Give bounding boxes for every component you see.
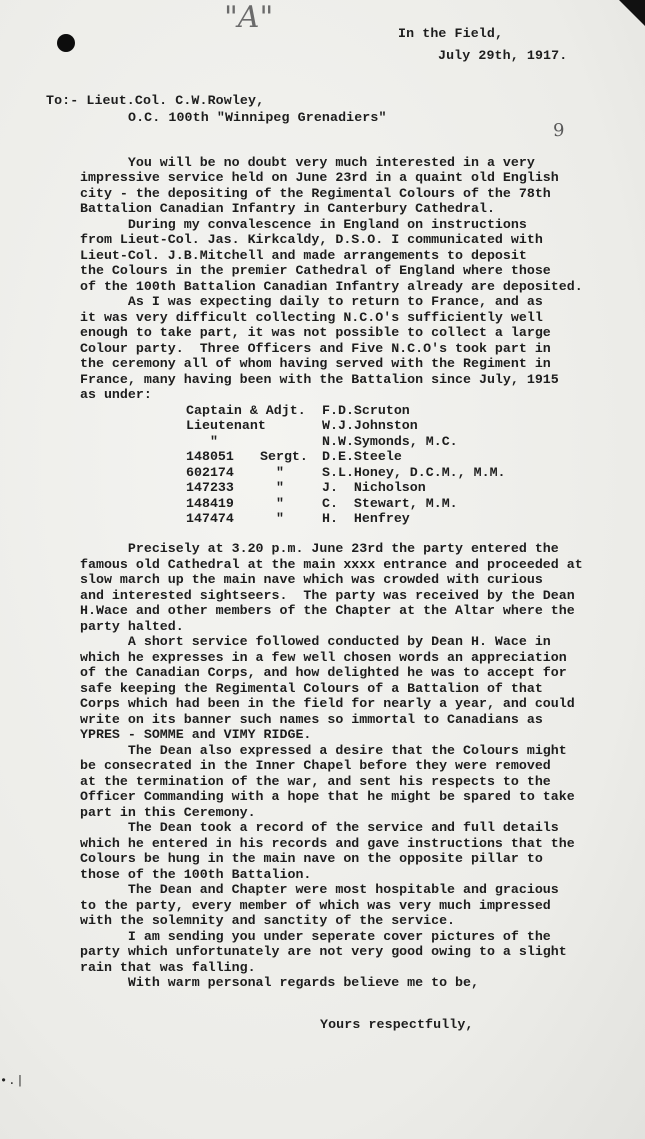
paragraph-5-line: of the Canadian Corps, and how delighted he was to accept for <box>80 665 567 680</box>
paragraph-4-line: and interested sightseers. The party was received by the Dean <box>80 588 575 603</box>
roster-name: D.E.Steele <box>322 449 402 464</box>
paragraph-1-line: Battalion Canadian Infantry in Canterbury Cathedral. <box>80 201 495 216</box>
paragraph-10-line: With warm personal regards believe me to be, <box>80 975 479 990</box>
paragraph-8-line: with the solemnity and sanctity of the service. <box>80 913 456 928</box>
roster-name: C. Stewart, M.M. <box>322 496 458 511</box>
roster-name: S.L.Honey, D.C.M., M.M. <box>322 465 506 480</box>
paragraph-6-line: The Dean also expressed a desire that the Colours might <box>80 743 567 758</box>
paragraph-2-line: of the 100th Battalion Canadian Infantry already are deposited. <box>80 279 583 294</box>
margin-marks: •.| <box>0 1074 25 1088</box>
paragraph-5-line: Corps which had been in the field for nearly a year, and could <box>80 696 575 711</box>
paragraph-5-line: YPRES - SOMME and VIMY RIDGE. <box>80 727 312 742</box>
paragraph-5-line: A short service followed conducted by Dean H. Wace in <box>80 634 551 649</box>
roster-title: Sergt. <box>260 449 308 464</box>
roster-row <box>0 403 645 418</box>
handwritten-mark: "A" <box>224 0 274 35</box>
paragraph-4-line: famous old Cathedral at the main xxxx entrance and proceeded at <box>80 557 583 572</box>
paragraph-3-line: France, many having been with the Battalion since July, 1915 <box>80 372 559 387</box>
roster-row <box>0 511 645 526</box>
paragraph-4-line: Precisely at 3.20 p.m. June 23rd the party entered the <box>80 541 559 556</box>
paragraph-1-line: You will be no doubt very much interested in a very <box>80 155 535 170</box>
paragraph-9-line: I am sending you under seperate cover pictures of the <box>80 929 551 944</box>
roster-rank: Lieutenant <box>186 418 266 433</box>
paragraph-2-line: the Colours in the premier Cathedral of England where those <box>80 263 551 278</box>
corner-fold <box>619 0 645 26</box>
paragraph-5-line: safe keeping the Regimental Colours of a Battalion of that <box>80 681 543 696</box>
page-number: 9 <box>553 120 565 141</box>
roster-number: 147233 <box>186 480 234 495</box>
closing-line: Yours respectfully, <box>320 1017 474 1032</box>
paragraph-4-line: party halted. <box>80 619 184 634</box>
roster-name: N.W.Symonds, M.C. <box>322 434 458 449</box>
roster-number: 602174 <box>186 465 234 480</box>
paragraph-8-line: to the party, every member of which was very much impressed <box>80 898 551 913</box>
roster-name: W.J.Johnston <box>322 418 418 433</box>
paragraph-1-line: impressive service held on June 23rd in a quaint old English <box>80 170 559 185</box>
place-line: In the Field, <box>398 26 504 41</box>
roster-row <box>0 418 645 433</box>
roster-row <box>0 434 645 449</box>
roster-title: " <box>260 511 284 526</box>
roster-row <box>0 465 645 480</box>
paragraph-6-line: be consecrated in the Inner Chapel before they were removed <box>80 758 551 773</box>
paragraph-4-line: H.Wace and other members of the Chapter at the Altar where the <box>80 603 575 618</box>
paragraph-5-line: which he expresses in a few well chosen words an appreciation <box>80 650 567 665</box>
paragraph-2-line: Lieut-Col. J.B.Mitchell and made arrangements to deposit <box>80 248 527 263</box>
address-line-2: O.C. 100th "Winnipeg Grenadiers" <box>128 110 387 125</box>
paragraph-3-line: as under: <box>80 387 152 402</box>
roster-number: 148051 <box>186 449 234 464</box>
date-line: July 29th, 1917. <box>438 48 568 63</box>
paragraph-7-line: which he entered in his records and gave instructions that the <box>80 836 575 851</box>
address-line-1: To:- Lieut.Col. C.W.Rowley, <box>46 93 265 108</box>
roster-rank: " <box>186 434 218 449</box>
roster-name: J. Nicholson <box>322 480 426 495</box>
punch-hole <box>57 34 75 52</box>
paragraph-6-line: at the termination of the war, and sent his respects to the <box>80 774 551 789</box>
roster-row <box>0 480 645 495</box>
paragraph-3-line: As I was expecting daily to return to France, and as <box>80 294 543 309</box>
paragraph-7-line: The Dean took a record of the service and full details <box>80 820 559 835</box>
roster-number: 148419 <box>186 496 234 511</box>
roster-row <box>0 449 645 464</box>
paragraph-1-line: city - the depositing of the Regimental Colours of the 78th <box>80 186 551 201</box>
paragraph-7-line: Colours be hung in the main nave on the opposite pillar to <box>80 851 543 866</box>
paragraph-8-line: The Dean and Chapter were most hospitable and gracious <box>80 882 559 897</box>
paragraph-7-line: those of the 100th Battalion. <box>80 867 312 882</box>
roster-title: " <box>260 496 284 511</box>
paragraph-2-line: from Lieut-Col. Jas. Kirkcaldy, D.S.O. I communicated with <box>80 232 543 247</box>
paragraph-3-line: enough to take part, it was not possible to collect a large <box>80 325 551 340</box>
paragraph-3-line: Colour party. Three Officers and Five N.C.O's took part in <box>80 341 551 356</box>
paragraph-4-line: slow march up the main nave which was crowded with curious <box>80 572 543 587</box>
paragraph-3-line: it was very difficult collecting N.C.O's sufficiently well <box>80 310 543 325</box>
roster-rank: Captain & Adjt. <box>186 403 306 418</box>
roster-row <box>0 496 645 511</box>
roster-title: " <box>260 480 284 495</box>
roster-number: 147474 <box>186 511 234 526</box>
paragraph-2-line: During my convalescence in England on instructions <box>80 217 527 232</box>
roster-name: F.D.Scruton <box>322 403 410 418</box>
paragraph-6-line: Officer Commanding with a hope that he might be spared to take <box>80 789 575 804</box>
paragraph-9-line: party which unfortunately are not very good owing to a slight <box>80 944 567 959</box>
paragraph-9-line: rain that was falling. <box>80 960 256 975</box>
paragraph-6-line: part in this Ceremony. <box>80 805 256 820</box>
paragraph-5-line: write on its banner such names so immortal to Canadians as <box>80 712 543 727</box>
roster-title: " <box>260 465 284 480</box>
roster-name: H. Henfrey <box>322 511 410 526</box>
paragraph-3-line: the ceremony all of whom having served with the Regiment in <box>80 356 551 371</box>
